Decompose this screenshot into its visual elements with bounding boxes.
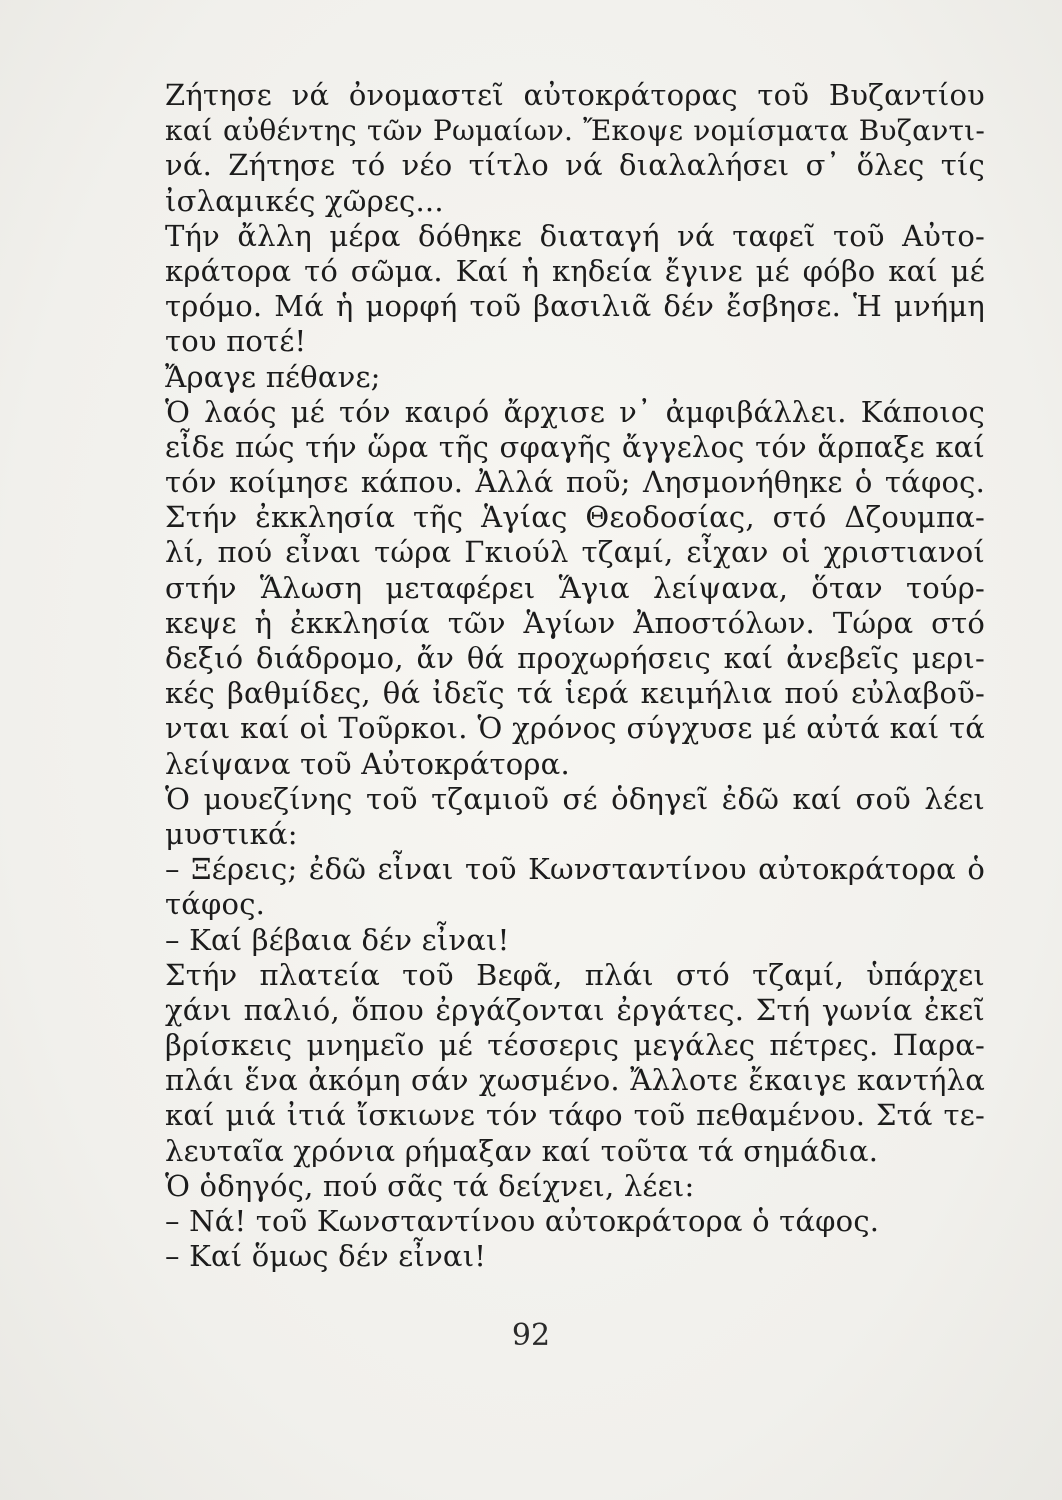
text-line: Ὁ λαός μέ τόν καιρό ἄρχισε ν᾿ ἀμφιβάλλει. Κάποιος: [165, 394, 985, 429]
text-line: του ποτέ!: [165, 324, 307, 359]
text-line: Ἄραγε πέθανε;: [165, 359, 381, 394]
text-line: λείψανα τοῦ Αὐτοκράτορα.: [165, 746, 570, 781]
text-line: βρίσκεις μνημεῖο μέ τέσσερις μεγάλες πέτρες. Παρα-: [165, 1028, 985, 1063]
text-line: εἶδε πώς τήν ὥρα τῆς σφαγῆς ἄγγελος τόν ἅρπαξε καί: [165, 429, 985, 464]
text-line: χάνι παλιό, ὅπου ἐργάζονται ἐργάτες. Στή γωνία ἐκεῖ: [165, 992, 985, 1027]
text-line: νά. Ζήτησε τό νέο τίτλο νά διαλαλήσει σ᾿ ὅλες τίς: [165, 148, 985, 183]
text-line: Ὁ μουεζίνης τοῦ τζαμιοῦ σέ ὁδηγεῖ ἐδῶ καί σοῦ λέει: [165, 781, 985, 816]
text-line: – Καί βέβαια δέν εἶναι!: [165, 922, 510, 957]
text-line: τόν κοίμησε κάπου. Ἀλλά ποῦ; Λησμονήθηκε ὁ τάφος.: [165, 465, 985, 500]
text-line: νται καί οἱ Τοῦρκοι. Ὁ χρόνος σύγχυσε μέ αὐτά καί τά: [165, 711, 985, 746]
text-line: μυστικά:: [165, 816, 298, 851]
text-line: στήν Ἅλωση μεταφέρει Ἅγια λείψανα, ὅταν τούρ-: [165, 570, 985, 605]
text-line: – Ξέρεις; ἐδῶ εἶναι τοῦ Κωνσταντίνου αὐτοκράτορα ὁ: [165, 852, 985, 887]
text-line: ἰσλαμικές χῶρες...: [165, 183, 444, 218]
text-line: Ὁ ὁδηγός, πού σᾶς τά δείχνει, λέει:: [165, 1168, 695, 1203]
text-line: δεξιό διάδρομο, ἄν θά προχωρήσεις καί ἀνεβεῖς μερι-: [165, 641, 985, 675]
text-line: λευταῖα χρόνια ρήμαξαν καί τοῦτα τά σημάδια.: [165, 1133, 879, 1168]
text-line: Τήν ἄλλη μέρα δόθηκε διαταγή νά ταφεῖ τοῦ Αὐτο-: [165, 218, 985, 253]
text-line: Στήν ἐκκλησία τῆς Ἁγίας Θεοδοσίας, στό Δζουμπα-: [165, 500, 985, 535]
page-body-text: [165, 78, 985, 1274]
text-line: κές βαθμίδες, θά ἰδεῖς τά ἱερά κειμήλια πού εὐλαβοῦ-: [165, 676, 985, 711]
text-line: – Νά! τοῦ Κωνσταντίνου αὐτοκράτορα ὁ τάφος.: [165, 1204, 880, 1238]
text-line: λί, πού εἶναι τώρα Γκιούλ τζαμί, εἶχαν οἱ χριστιανοί: [165, 535, 985, 570]
text-line: τάφος.: [165, 887, 266, 922]
text-line: Στήν πλατεία τοῦ Βεφᾶ, πλάι στό τζαμί, ὑπάρχει: [165, 957, 985, 992]
text-line: κεψε ἡ ἐκκλησία τῶν Ἁγίων Ἀποστόλων. Τώρα στό: [165, 605, 985, 640]
page-number: 92: [511, 1318, 551, 1353]
text-line: καί αὐθέντης τῶν Ρωμαίων. Ἔκοψε νομίσματα Βυζαντι-: [165, 114, 985, 148]
text-line: – Καί ὅμως δέν εἶναι!: [165, 1239, 487, 1274]
text-line: Ζήτησε νά ὀνομαστεῖ αὐτοκράτορας τοῦ Βυζαντίου: [165, 78, 985, 112]
text-line: καί μιά ἰτιά ἴσκιωνε τόν τάφο τοῦ πεθαμένου. Στά τε-: [165, 1098, 985, 1133]
text-line: κράτορα τό σῶμα. Καί ἡ κηδεία ἔγινε μέ φόβο καί μέ: [165, 253, 985, 288]
text-line: πλάι ἕνα ἀκόμη σάν χωσμένο. Ἄλλοτε ἔκαιγε καντήλα: [165, 1063, 985, 1098]
text-line: τρόμο. Μά ἡ μορφή τοῦ βασιλιᾶ δέν ἔσβησε. Ἡ μνήμη: [165, 289, 985, 324]
